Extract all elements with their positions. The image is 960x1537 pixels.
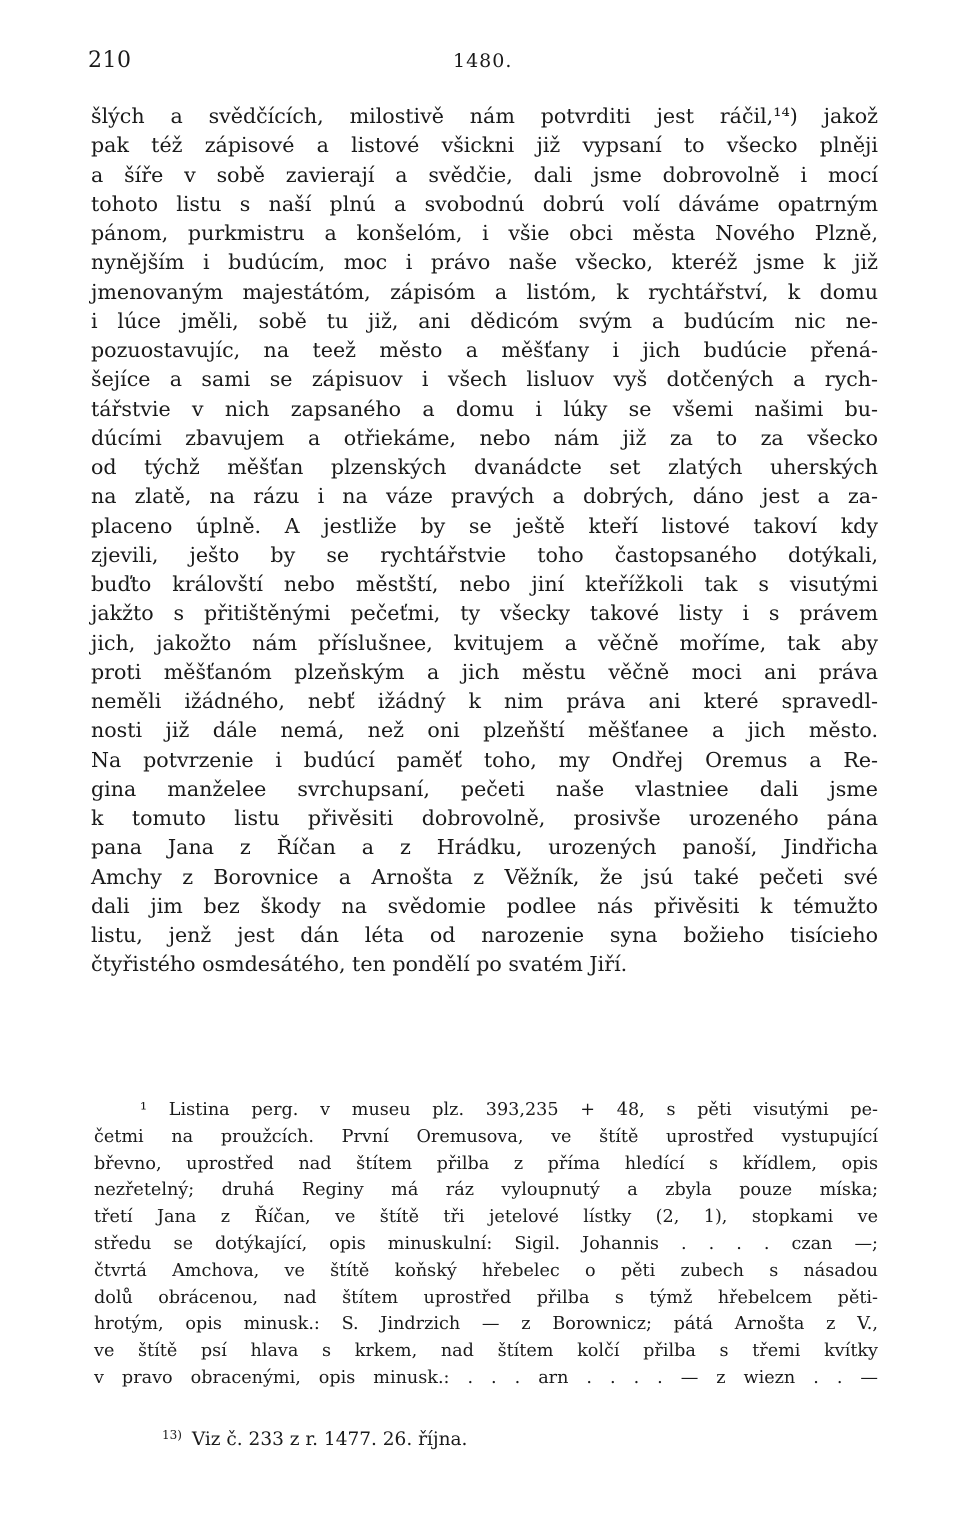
note-line: v pravo obracenými, opis minusk.: . . . arn . . . . — z wiezn . . — [94,1367,878,1388]
note-line: třetí Jana z Říčan, ve štítě tři jetelové lístky (2, 1), stopkami ve [94,1207,878,1228]
text-line: pánom, purkmistru a konšelóm, i všie obci města Nového Plzně, [91,221,878,245]
page-number: 210 [88,48,132,73]
note-line: břevno, uprostřed nad štítem přilba z příma hledící s křídlem, opis [94,1153,878,1174]
text-line: tářstvie v nich zapsaného a domu i lúky se všemi našimi bu- [91,396,878,421]
text-line: nynějším i budúcím, moc i právo naše všecko, kteréž jsme k již [91,250,878,275]
note-line: čtvrtá Amchova, ve štítě koňský hřebelec o pěti zubech s násadou [94,1260,878,1281]
note-line: nezřetelný; druhá Reginy má ráz vyloupnutý a zbyla pouze míska; [94,1180,878,1201]
text-line: jakžto s přitištěnými pečeťmi, ty všecky takové listy i s právem [91,601,878,626]
text-line: Amchy z Borovnice a Arnošta z Věžník, že jsú také pečeti své [91,864,878,889]
running-head-year: 1480. [453,50,513,72]
text-line: na zlatě, na rázu i na váze pravých a dobrých, dáno jest a za- [91,484,878,509]
text-line: šlých a svědčících, milostivě nám potvrditi jest ráčil,¹⁴) jakož [91,104,878,128]
text-line: dali jim bez škody na svědomie podlee nás přivěsiti k témužto [91,893,878,918]
text-line: buďto královští nebo městští, nebo jiní kteřížkoli tak s visutými [91,572,878,596]
text-line: pak též zápisové a listové všickni již vypsaní to všecko plněji [91,133,878,158]
text-line: od týchž měšťan plzenských dvanádcte set zlatých uherských [91,455,878,479]
text-line: i lúce jměli, sobě tu již, ani dědicóm svým a budúcím nic ne- [91,308,878,333]
note-line: ¹ Listina perg. v museu plz. 393,235 + 48, s pěti visutými pe- [140,1100,878,1120]
note-line: ve štítě psí hlava s krkem, nad štítem kolčí přilba s třemi kvítky [94,1341,878,1362]
text-line: zjevili, ješto by se rychtářstvie toho častopsaného dotýkali, [91,542,878,567]
text-line: a šíře v sobě zavierají a svědčie, dali jsme dobrovolně i mocí [91,162,878,187]
note-line: středu se dotýkající, opis minuskulní: Sigil. Johannis . . . . czan —; [94,1233,878,1254]
text-line: dúcími zbavujem a otřiekáme, nebo nám již za to za všecko [91,425,878,450]
page-header [88,48,878,88]
text-line: gina manželee svrchupsaní, pečeti naše vlastniee dali jsme [91,776,878,801]
text-line: Na potvrzenie i budúcí paměť toho, my Ondřej Oremus a Re- [91,747,878,772]
text-line: jmenovaným majestátóm, zápisóm a listóm, k rychtářství, k domu [91,279,878,304]
text-line: šejíce a sami se zápisuov i všech lisluov vyš dotčených a rych- [91,367,878,392]
text-line: nosti již dále nemá, než oni plzeňští měšťanee a jich město. [91,718,878,743]
text-line: listu, jenž jest dán léta od narozenie syna božieho tisícieho [91,923,878,947]
note-line: dolů obrácenou, nad štítem uprostřed přilba s týmž hřebelcem pěti- [94,1287,878,1308]
footnote-text: Viz č. 233 z r. 1477. 26. října. [191,1429,468,1450]
note-line: četmi na proužcích. První Oremusova, ve štítě uprostřed vystupující [94,1126,878,1147]
text-line: placeno úplně. A jestliže by se ještě kteří listové takoví kdy [91,513,878,538]
text-line: k tomuto listu přivěsiti dobrovolně, prosivše urozeného pána [91,806,878,830]
footnote-mark: 13) [162,1428,182,1442]
text-line: pozuostavujíc, na teež město a měšťany i jich budúcie přená- [91,338,878,362]
text-line: tohoto listu s naší plnú a svobodnú dobrú volí dáváme opatrným [91,191,878,216]
text-line: čtyřistého osmdesátého, ten pondělí po svatém Jiří. [91,952,628,977]
note-line: hrotým, opis minusk.: S. Jindrzich — z Borownicz; pátá Arnošta z V., [94,1314,878,1335]
text-line: pana Jana z Říčan a z Hrádku, urozených panoší, Jindřicha [91,835,878,860]
text-line: proti měšťanóm plzeňským a jich městu věčně moci ani práva [91,659,878,684]
footnote [162,1428,467,1450]
main-text [91,102,878,980]
text-line: jich, jakožto nám příslušnee, kvitujem a věčně moříme, tak aby [91,630,878,655]
text-line: neměli ižádného, nebť ižádný k nim práva ani které spravedl- [91,689,878,713]
source-note [94,1097,878,1392]
